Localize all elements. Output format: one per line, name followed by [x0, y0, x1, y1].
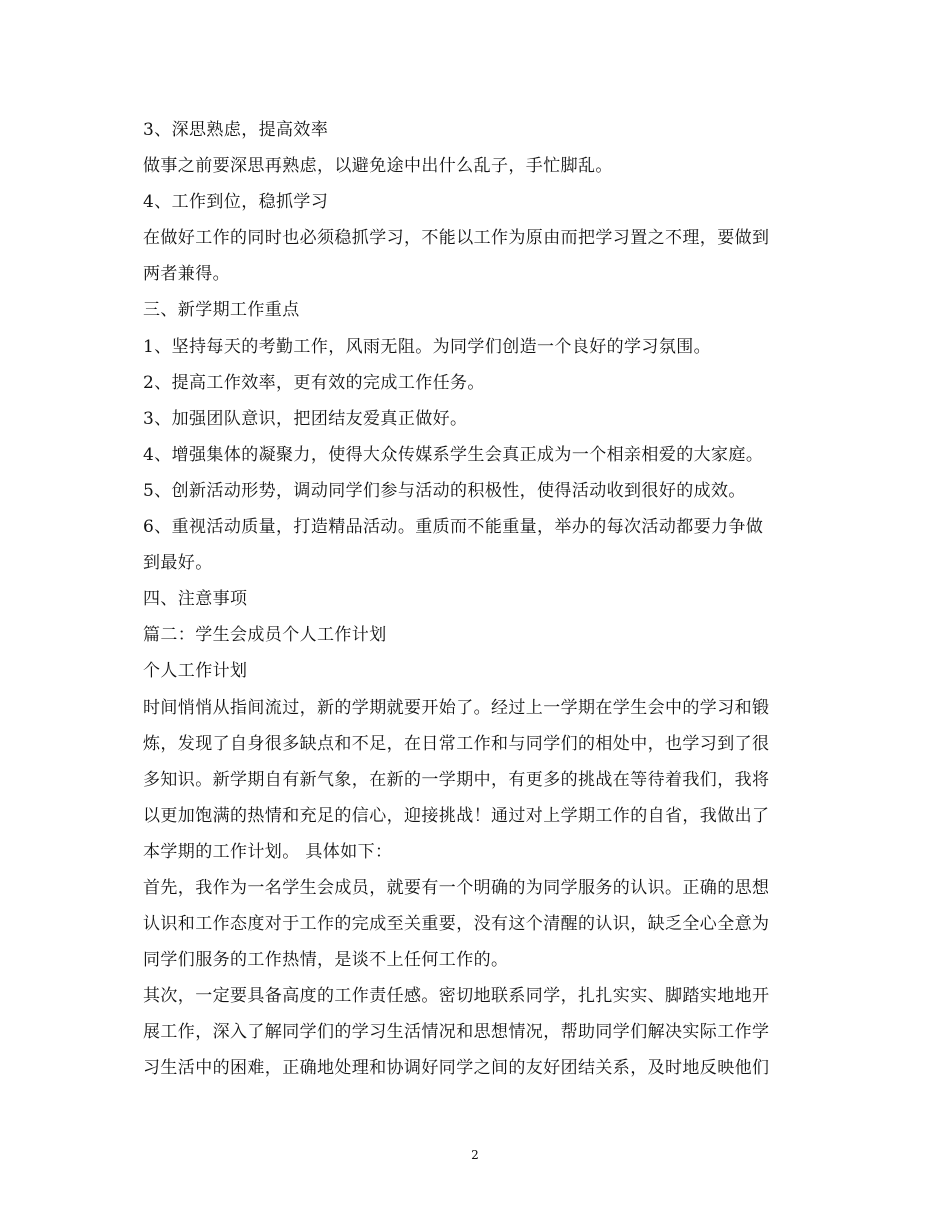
- text-line: 认识和工作态度对于工作的完成至关重要，没有这个清醒的认识，缺乏全心全意为: [143, 914, 770, 935]
- text-line: 2、提高工作效率，更有效的完成工作任务。: [143, 372, 485, 393]
- text-line: 4、工作到位，稳抓学习: [143, 192, 329, 213]
- text-line: 做事之前要深思再熟虑，以避免途中出什么乱子，手忙脚乱。: [143, 156, 613, 177]
- text-line: 3、深思熟虑，提高效率: [143, 120, 329, 140]
- text-line: 6、重视活动质量，打造精品活动。重质而不能重量，举办的每次活动都要力争做: [143, 517, 764, 538]
- section-heading: 四、注意事项: [143, 589, 248, 610]
- text-line: 两者兼得。: [143, 264, 230, 285]
- section-heading: 三、新学期工作重点: [143, 300, 300, 321]
- page-number: 2: [471, 1148, 479, 1162]
- text-line: 炼，发现了自身很多缺点和不足，在日常工作和与同学们的相处中，也学习到了很: [143, 733, 770, 754]
- text-line: 时间悄悄从指间流过，新的学期就要开始了。经过上一学期在学生会中的学习和锻: [143, 697, 770, 718]
- text-line: 多知识。新学期自有新气象，在新的一学期中，有更多的挑战在等待着我们，我将: [143, 769, 770, 790]
- text-line: 其次，一定要具备高度的工作责任感。密切地联系同学，扎扎实实、脚踏实地地开: [143, 986, 770, 1007]
- text-line: 4、增强集体的凝聚力，使得大众传媒系学生会真正成为一个相亲相爱的大家庭。: [143, 444, 764, 465]
- text-line: 同学们服务的工作热情，是谈不上任何工作的。: [143, 950, 509, 971]
- text-line: 1、坚持每天的考勤工作，风雨无阻。为同学们创造一个良好的学习氛围。: [143, 336, 712, 357]
- text-line: 在做好工作的同时也必须稳抓学习，不能以工作为原由而把学习置之不理，要做到: [143, 228, 770, 249]
- text-line: 习生活中的困难，正确地处理和协调好同学之间的友好团结关系，及时地反映他们: [143, 1058, 770, 1079]
- text-line: 以更加饱满的热情和充足的信心，迎接挑战！通过对上学期工作的自省，我做出了: [143, 805, 770, 826]
- document-body: [143, 112, 817, 1087]
- text-line: 首先，我作为一名学生会成员，就要有一个明确的为同学服务的认识。正确的思想: [143, 877, 770, 898]
- text-line: 5、创新活动形势，调动同学们参与活动的积极性，使得活动收到很好的成效。: [143, 480, 746, 501]
- text-line: 展工作，深入了解同学们的学习生活情况和思想情况，帮助同学们解决实际工作学: [143, 1022, 770, 1043]
- text-line: 本学期的工作计划。 具体如下：: [143, 841, 393, 862]
- chapter-heading: 篇二：学生会成员个人工作计划: [143, 625, 387, 646]
- text-line: 到最好。: [143, 553, 213, 574]
- document-title: 个人工作计划: [143, 661, 248, 682]
- text-line: 3、加强团队意识，把团结友爱真正做好。: [143, 408, 468, 429]
